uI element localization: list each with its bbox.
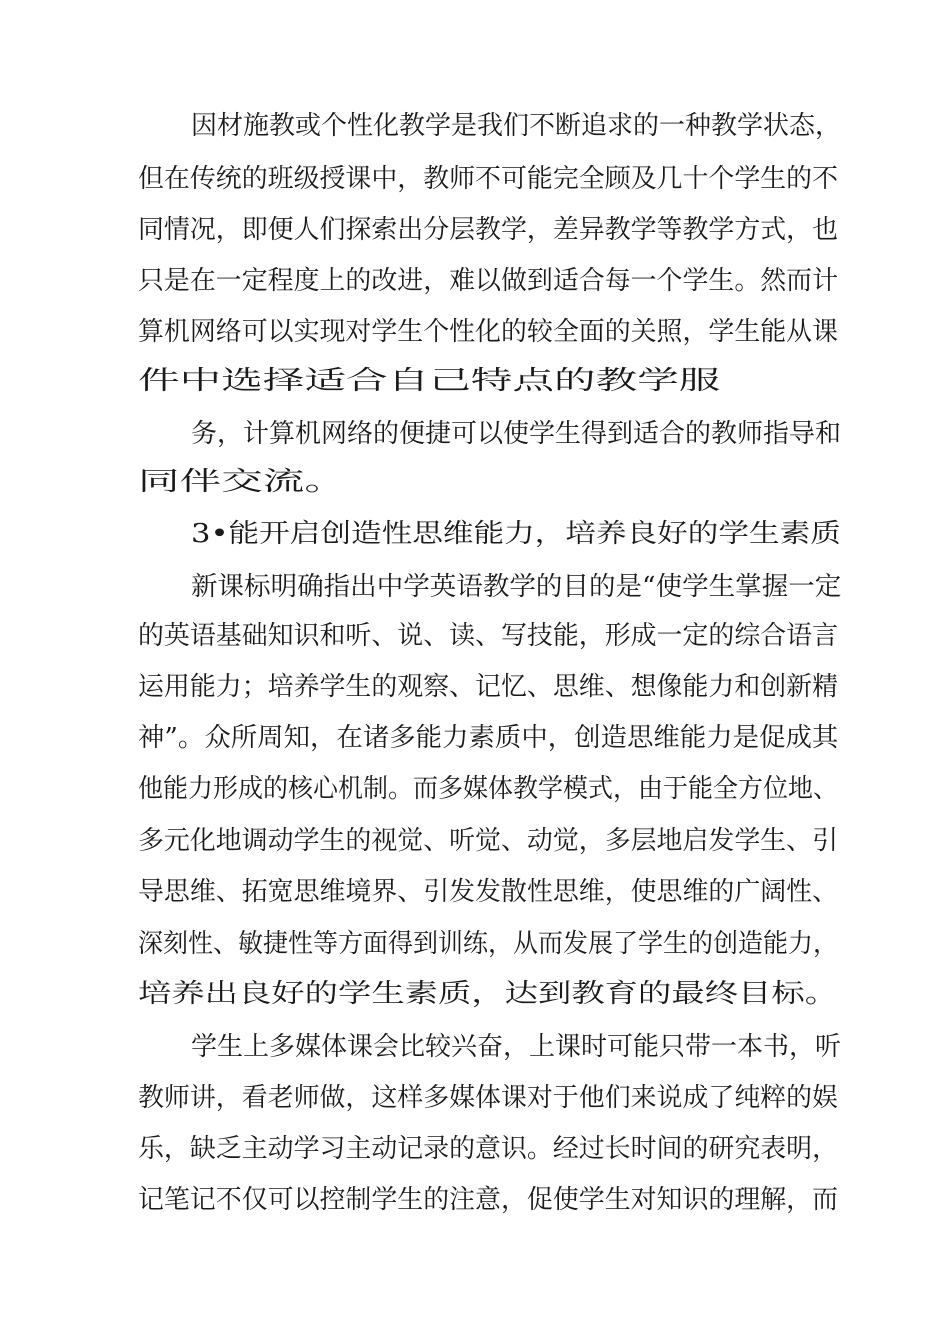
text-line: 教师讲，看老师做，这样多媒体课对于他们来说成了纯粹的娱 [138,1083,839,1113]
text-line: 因材施教或个性化教学是我们不断追求的一种教学状态， [191,111,842,141]
text-line: 同伴交流。 [138,467,347,497]
text-line: 新课标明确指出中学英语教学的目的是“使学生掌握一定 [191,572,842,602]
text-line: 学生上多媒体课会比较兴奋，上课时可能只带一本书，听 [191,1032,842,1062]
text-line: 乐，缺乏主动学习主动记录的意识。经过长时间的研究表明， [138,1134,839,1164]
text-line: 件中选择适合自己特点的教学服 [138,366,721,396]
text-line: 务，计算机网络的便捷可以使学生得到适合的教师指导和 [191,419,842,449]
text-line: 记笔记不仅可以控制学生的注意，促使学生对知识的理解，而 [138,1185,839,1215]
text-line: 他能力形成的核心机制。而多媒体教学模式，由于能全方位地、 [138,774,838,804]
text-line: 的英语基础知识和听、说、读、写技能，形成一定的综合语言 [138,621,839,651]
text-line: 导思维、拓宽思维境界、引发发散性思维，使思维的广阔性、 [138,877,839,907]
text-line: 多元化地调动学生的视觉、听觉、动觉，多层地启发学生、引 [138,826,839,856]
text-line: 深刻性、敏捷性等方面得到训练，从而发展了学生的创造能力， [138,929,838,959]
text-line: 神”。众所周知，在诸多能力素质中，创造思维能力是促成其 [138,723,839,753]
section-heading: 3•能开启创造性思维能力，培养良好的学生素质 [191,519,841,549]
text-line: 运用能力；培养学生的观察、记忆、思维、想像能力和创新精 [138,672,839,702]
text-line: 只是在一定程度上的改进，难以做到适合每一个学生。然而计 [138,266,839,296]
text-line: 培养出良好的学生素质，达到教育的最终目标。 [138,979,839,1009]
text-line: 但在传统的班级授课中，教师不可能完全顾及几十个学生的不 [138,164,839,194]
text-line: 算机网络可以实现对学生个性化的较全面的关照，学生能从课 [138,317,839,347]
text-line: 同情况，即便人们探索出分层教学，差异教学等教学方式，也 [138,215,839,245]
